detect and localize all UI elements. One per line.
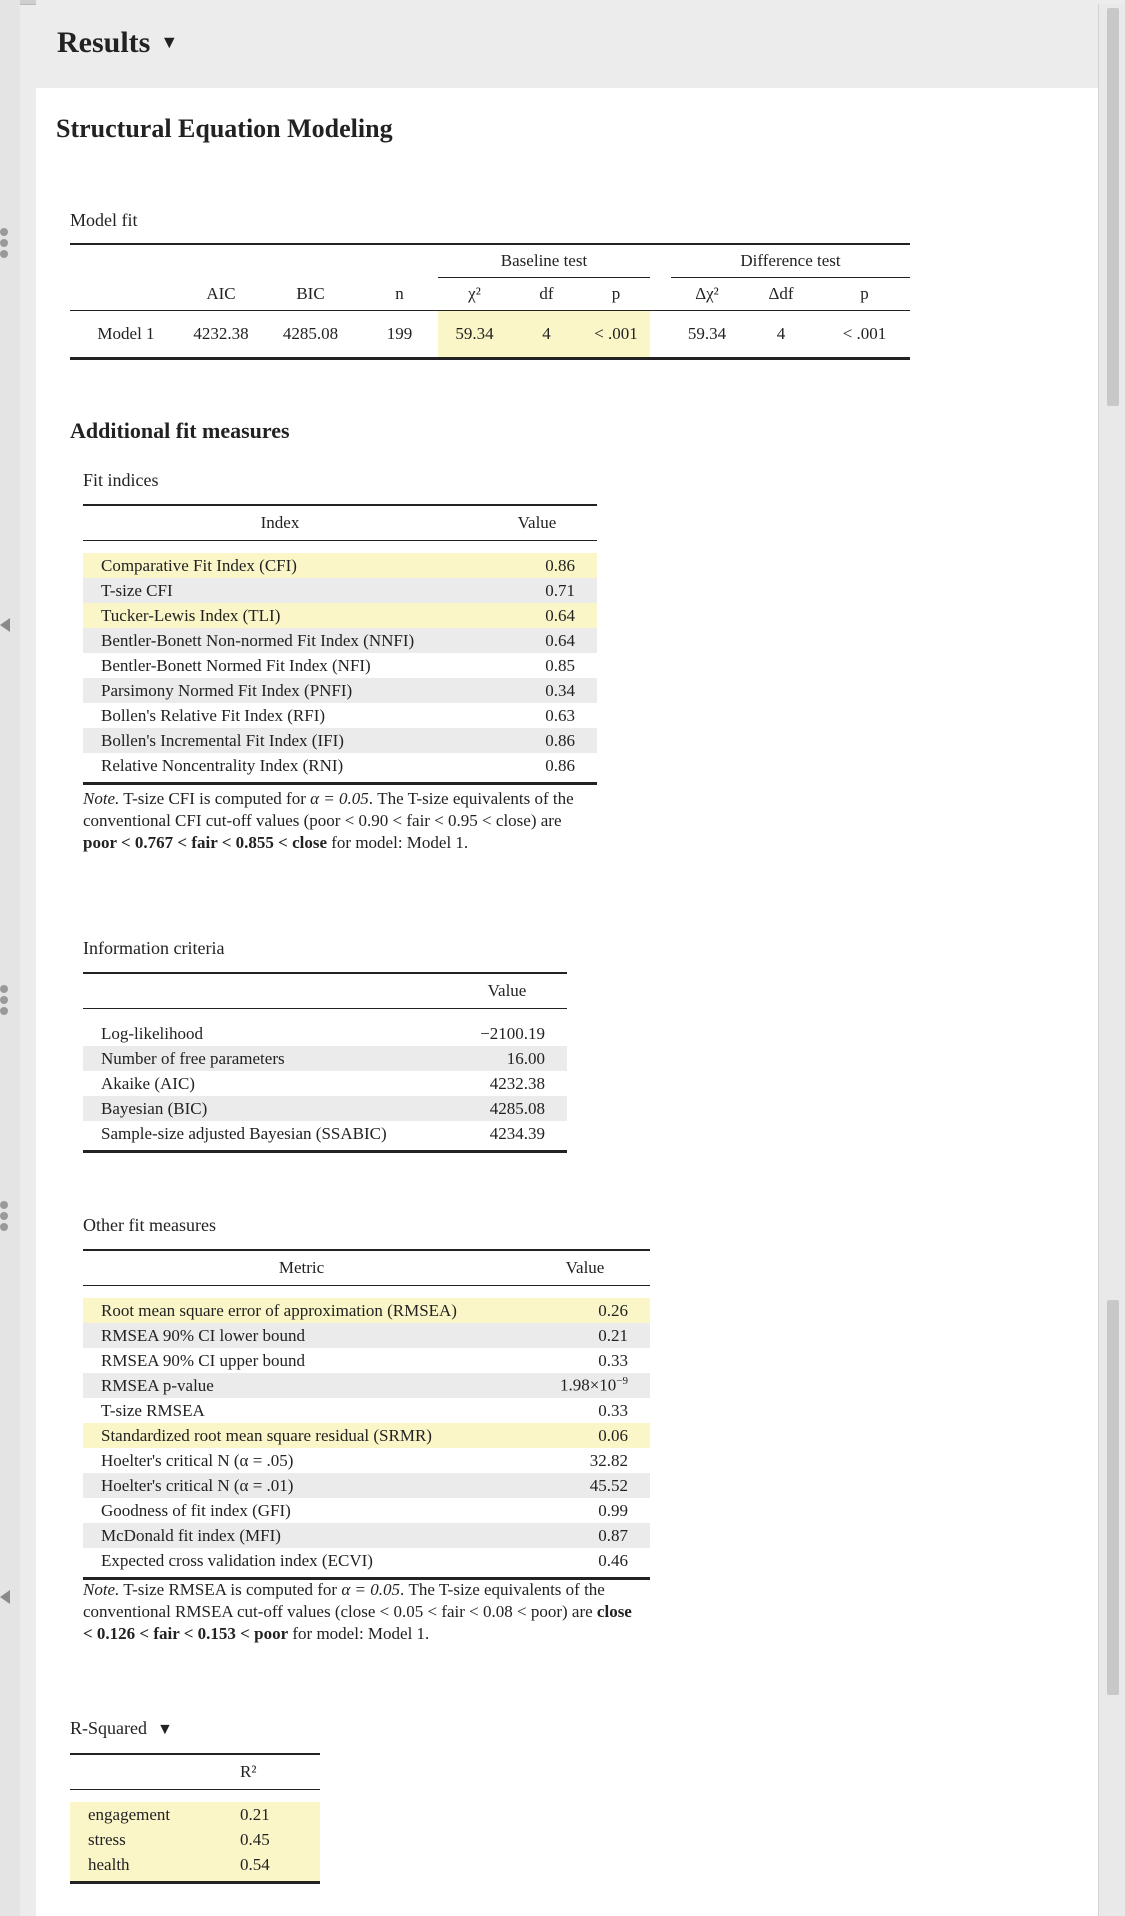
- cell-ddf: 4: [776, 324, 786, 343]
- table-row: [83, 1373, 650, 1398]
- row-label: health: [88, 1854, 130, 1874]
- row-value: 0.99: [598, 1500, 628, 1520]
- row-value: 0.64: [545, 605, 575, 625]
- col-bic: BIC: [296, 283, 325, 303]
- table-row: [83, 1046, 567, 1071]
- difference-test-header: Difference test: [671, 244, 910, 278]
- row-label: stress: [88, 1829, 126, 1849]
- table-row: [83, 1398, 650, 1423]
- table-row: [83, 703, 597, 728]
- row-value: 0.33: [598, 1400, 628, 1420]
- scrollbar-thumb[interactable]: [1107, 8, 1119, 406]
- r-squared-table: [70, 1753, 320, 1884]
- col-dchi2: Δχ²: [695, 284, 719, 303]
- baseline-test-header: Baseline test: [438, 244, 650, 278]
- col-n: n: [395, 283, 404, 303]
- results-title[interactable]: Results ▼: [57, 26, 179, 59]
- row-value: $1.98\times 10^{-9}$: [559, 1375, 628, 1395]
- row-label: Bollen's Incremental Fit Index (IFI): [101, 730, 344, 750]
- col-r2: R²: [240, 1762, 257, 1781]
- panel-title: Structural Equation Modeling: [56, 114, 393, 143]
- row-label: McDonald fit index (MFI): [101, 1525, 281, 1545]
- drag-handle-dots[interactable]: [0, 985, 12, 1018]
- table-row: [83, 1448, 650, 1473]
- cell-chi2: 59.34: [438, 311, 511, 359]
- scrollbar-thumb-secondary[interactable]: [1107, 1300, 1119, 1695]
- other-fit-caption: Other fit measures: [83, 1215, 216, 1235]
- row-label: Bollen's Relative Fit Index (RFI): [101, 705, 326, 725]
- table-row: [70, 1802, 320, 1827]
- scrollbar[interactable]: [1098, 4, 1125, 1916]
- row-label: Sample-size adjusted Bayesian (SSABIC): [101, 1123, 387, 1143]
- table-row: [70, 1852, 320, 1883]
- table-row: [83, 1121, 567, 1152]
- other-fit-table: [83, 1249, 650, 1580]
- row-label: RMSEA p-value: [101, 1375, 214, 1395]
- cell-aic: 4232.38: [193, 324, 249, 343]
- collapse-left-arrow-icon[interactable]: [0, 618, 10, 632]
- row-value: 0.71: [545, 580, 575, 600]
- model-fit-caption: Model fit: [70, 210, 138, 230]
- row-value: 0.87: [598, 1525, 628, 1545]
- row-label: Goodness of fit index (GFI): [101, 1500, 291, 1520]
- row-value: 0.21: [240, 1804, 270, 1824]
- row-value: 4285.08: [489, 1098, 545, 1118]
- row-value: 0.33: [598, 1350, 628, 1370]
- row-value: −2100.19: [480, 1023, 545, 1043]
- cell-bic: 4285.08: [282, 324, 339, 343]
- table-row: [83, 1096, 567, 1121]
- row-value: 0.45: [240, 1829, 270, 1849]
- sem-panel: [36, 88, 1098, 1916]
- row-label: engagement: [88, 1804, 171, 1824]
- table-row: [83, 728, 597, 753]
- table-row: [70, 1827, 320, 1852]
- row-value: 32.82: [589, 1450, 628, 1470]
- caret-down-icon[interactable]: ▼: [160, 32, 179, 52]
- col-aic: AIC: [206, 283, 236, 303]
- row-label: Number of free parameters: [101, 1048, 285, 1068]
- table-row: [83, 653, 597, 678]
- table-row: [83, 1348, 650, 1373]
- fit-indices-table: [83, 504, 597, 785]
- row-label: Parsimony Normed Fit Index (PNFI): [101, 680, 353, 700]
- col-metric: Metric: [278, 1258, 325, 1277]
- table-row: [70, 311, 910, 359]
- row-label: Hoelter's critical N (α = .05): [101, 1450, 294, 1470]
- col-df: df: [539, 284, 554, 303]
- row-value: 4234.39: [489, 1123, 545, 1143]
- cell-n: 199: [386, 324, 413, 343]
- row-value: 45.52: [589, 1475, 628, 1495]
- table-row: [83, 1298, 650, 1323]
- info-criteria-caption: Information criteria: [83, 938, 225, 958]
- row-value: 0.86: [545, 555, 575, 575]
- left-rail: [0, 0, 20, 1916]
- row-value: 0.34: [545, 680, 575, 700]
- cell-p: < .001: [582, 311, 650, 359]
- col-value: Value: [487, 981, 527, 1000]
- table-row: [83, 1523, 650, 1548]
- row-label: Bayesian (BIC): [101, 1098, 208, 1118]
- table-row: [83, 578, 597, 603]
- drag-handle-dots[interactable]: [0, 1201, 12, 1234]
- row-label: Root mean square error of approximation (RMSEA): [101, 1300, 457, 1320]
- row-value: 0.54: [240, 1854, 270, 1874]
- model-fit-table: [70, 243, 910, 360]
- col-index: Index: [260, 513, 300, 532]
- row-label: T-size CFI: [101, 580, 173, 600]
- row-label: Comparative Fit Index (CFI): [101, 555, 297, 575]
- col-p: p: [611, 284, 621, 303]
- row-label: Akaike (AIC): [101, 1073, 195, 1093]
- col-chi2: χ²: [468, 284, 481, 303]
- caret-down-icon[interactable]: ▼: [156, 1721, 173, 1738]
- drag-handle-dots[interactable]: [0, 228, 12, 261]
- col-value: Value: [565, 1258, 605, 1277]
- cell-dchi2: 59.34: [687, 324, 727, 343]
- table-row: [83, 1423, 650, 1448]
- table-row: [83, 1548, 650, 1579]
- row-label: T-size RMSEA: [101, 1400, 205, 1420]
- row-value: 0.26: [598, 1300, 628, 1320]
- row-value: 0.06: [598, 1425, 628, 1445]
- table-row: [83, 1498, 650, 1523]
- row-label: Bentler-Bonett Non-normed Fit Index (NNFI): [101, 630, 415, 650]
- table-row: [83, 1473, 650, 1498]
- r-squared-toggle[interactable]: R-Squared ▼: [70, 1718, 173, 1738]
- row-value: 0.64: [545, 630, 575, 650]
- table-row: [83, 1021, 567, 1046]
- row-label: Hoelter's critical N (α = .01): [101, 1475, 294, 1495]
- table-row: [83, 603, 597, 628]
- row-label: Tucker-Lewis Index (TLI): [101, 605, 281, 625]
- cell-dp: < .001: [842, 324, 887, 343]
- cell-df: 4: [511, 311, 582, 359]
- col-value: Value: [517, 513, 557, 532]
- row-value: 0.86: [545, 755, 575, 775]
- row-value: 0.63: [545, 705, 575, 725]
- row-value: 0.85: [545, 655, 575, 675]
- table-row: [83, 753, 597, 784]
- table-row: [83, 628, 597, 653]
- table-row: [83, 553, 597, 578]
- additional-fit-title: Additional fit measures: [70, 418, 290, 443]
- table-row: [83, 678, 597, 703]
- row-label: RMSEA 90% CI upper bound: [101, 1350, 305, 1370]
- row-value: 0.21: [598, 1325, 628, 1345]
- row-label: Log-likelihood: [101, 1023, 203, 1043]
- row-label: RMSEA 90% CI lower bound: [101, 1325, 305, 1345]
- collapse-left-arrow-icon[interactable]: [0, 1590, 10, 1604]
- info-criteria-table: [83, 972, 567, 1153]
- model-name: Model 1: [97, 324, 155, 343]
- row-label: Relative Noncentrality Index (RNI): [101, 755, 344, 775]
- row-value: 16.00: [506, 1048, 545, 1068]
- row-label: Standardized root mean square residual (SRMR): [101, 1425, 432, 1445]
- fit-indices-caption: Fit indices: [83, 470, 159, 490]
- row-label: Expected cross validation index (ECVI): [101, 1550, 373, 1570]
- table-row: [83, 1323, 650, 1348]
- fit-indices-note: Note. T-size CFI is computed for α = 0.05. The T-size equivalents of the conventional CFI cut-off values (poor < 0.90 < fair < 0.95 < close) are poor < 0.767 < fair < 0.855 < close for model: Model 1.: [83, 789, 574, 852]
- row-value: 0.86: [545, 730, 575, 750]
- col-dp: p: [860, 284, 869, 303]
- row-value: 4232.38: [489, 1073, 545, 1093]
- row-value: 0.46: [598, 1550, 628, 1570]
- col-ddf: Δdf: [768, 284, 794, 303]
- other-fit-note: Note. T-size RMSEA is computed for α = 0.05. The T-size equivalents of the conventional RMSEA cut-off values (close < 0.05 < fair < 0.08 < poor) are close < 0.126 < fair < 0.153 < poor for model: Model 1.: [83, 1580, 632, 1643]
- table-row: [83, 1071, 567, 1096]
- results-header: [36, 0, 1098, 88]
- row-label: Bentler-Bonett Normed Fit Index (NFI): [101, 655, 371, 675]
